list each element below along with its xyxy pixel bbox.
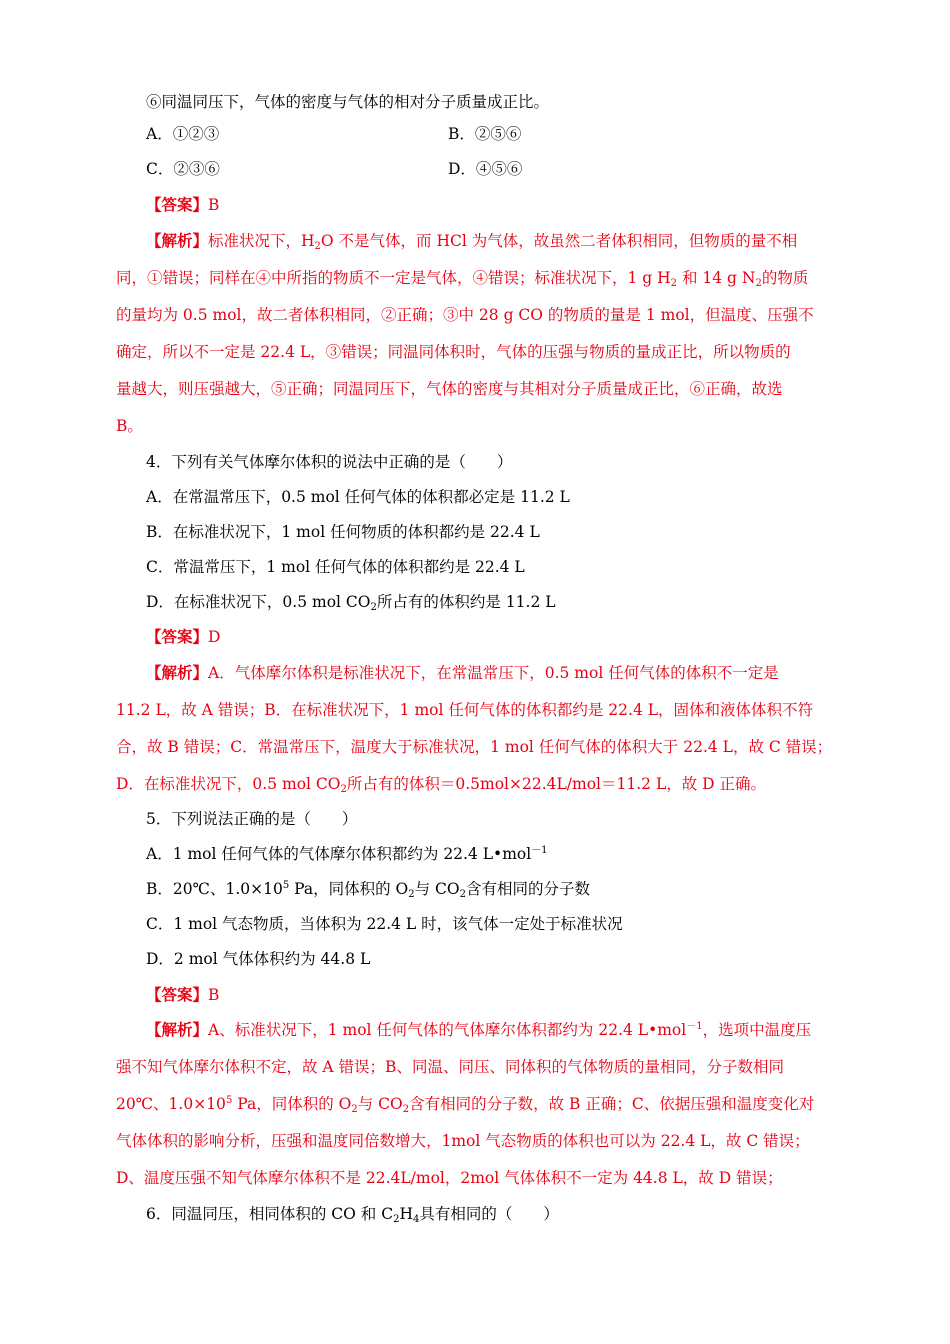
q5-analysis-line-4: 气体体积的影响分析，压强和温度同倍数增大，1mol 气态物质的体积也可以为 22.4 L，故 C 错误； bbox=[116, 1132, 810, 1150]
q3-analysis-text: 的物质 bbox=[761, 269, 809, 287]
q6-stem bbox=[146, 1203, 950, 1225]
q4-option-a: A．在常温常压下，0.5 mol 任何气体的体积都必定是 11.2 L bbox=[146, 488, 570, 506]
q4-option-d bbox=[146, 591, 950, 613]
q5-answer bbox=[146, 984, 950, 1006]
q3-analysis-text: 和 14 g N bbox=[677, 269, 756, 287]
superscript: －1 bbox=[686, 1021, 703, 1032]
q5-option-b-text: Pa，同体积的 O bbox=[289, 880, 409, 898]
q5-analysis-line-2: 强不知气体摩尔体积不定，故 A 错误；B、同温、同压、同体积的气体物质的量相同，分子数相同 bbox=[116, 1058, 784, 1076]
subscript: 2 bbox=[459, 889, 466, 900]
q4-analysis-text: D．在标准状况下，0.5 mol CO bbox=[116, 775, 341, 793]
subscript: 2 bbox=[402, 1104, 410, 1115]
q3-analysis-line-5: 量越大，则压强越大，⑤正确；同温同压下，气体的密度与其相对分子质量成正比，⑥正确，故选 bbox=[116, 380, 783, 398]
q4-analysis-line-4 bbox=[116, 773, 950, 795]
superscript: 5 bbox=[282, 880, 290, 891]
q4-answer-value: D bbox=[208, 628, 221, 646]
superscript: 5 bbox=[225, 1095, 233, 1106]
q4-option-d-text: 所占有的体积约是 11.2 L bbox=[376, 593, 556, 611]
q5-option-a bbox=[146, 843, 950, 865]
subscript: 2 bbox=[393, 1214, 400, 1225]
q6-stem-text: 6．同温同压，相同体积的 CO 和 C bbox=[146, 1205, 394, 1223]
q5-analysis-text: Pa，同体积的 O bbox=[232, 1095, 352, 1113]
q3-analysis-text: 标准状况下，H bbox=[208, 232, 315, 250]
q5-analysis-text: ，选项中温度压 bbox=[702, 1021, 812, 1039]
q3-analysis-line-6: B。 bbox=[116, 417, 143, 435]
q3-analysis-text: 同，①错误；同样在④中所指的物质不一定是气体，④错误；标准状况下，1 g H bbox=[116, 269, 671, 287]
q3-option-a: A．①②③ bbox=[146, 125, 220, 143]
q3-analysis-line-4: 确定，所以不一定是 22.4 L，③错误；同温同体积时，气体的压强与物质的量成正比，所以物质的 bbox=[116, 343, 791, 361]
q5-analysis-tag: 【解析】 bbox=[146, 1020, 209, 1039]
subscript: 2 bbox=[351, 1104, 358, 1115]
q3-answer-value: B bbox=[208, 196, 220, 214]
q3-analysis-line-2 bbox=[116, 267, 950, 289]
q5-option-d: D．2 mol 气体体积约为 44.8 L bbox=[146, 950, 371, 968]
subscript: 2 bbox=[314, 241, 321, 252]
q3-analysis-tag: 【解析】 bbox=[146, 231, 209, 250]
q5-answer-value: B bbox=[208, 986, 220, 1004]
q4-analysis-line-1 bbox=[146, 662, 950, 684]
q4-analysis-text: 所占有的体积＝0.5mol×22.4L/mol＝11.2 L，故 D 正确。 bbox=[346, 775, 767, 793]
q4-analysis-line-2: 11.2 L，故 A 错误；B．在标准状况下，1 mol 任何气体的体积都约是 22.4 L，固体和液体体积不符 bbox=[116, 701, 814, 719]
q3-option-b: B．②⑤⑥ bbox=[448, 125, 522, 143]
subscript: 2 bbox=[755, 278, 762, 289]
q3-answer-tag: 【答案】 bbox=[146, 195, 209, 214]
q4-option-b: B．在标准状况下，1 mol 任何物质的体积都约是 22.4 L bbox=[146, 523, 540, 541]
q5-option-b bbox=[146, 878, 950, 900]
q4-answer-tag: 【答案】 bbox=[146, 627, 209, 646]
q4-option-d-text: D．在标准状况下，0.5 mol CO bbox=[146, 593, 371, 611]
subscript: 2 bbox=[370, 602, 377, 613]
q4-analysis-line-3: 合，故 B 错误；C．常温常压下，温度大于标准状况，1 mol 任何气体的体积大于 22.4 L，故 C 错误； bbox=[116, 738, 833, 756]
q3-option-c: C．②③⑥ bbox=[146, 160, 220, 178]
q3-analysis-line-3: 的量均为 0.5 mol，故二者体积相同，②正确；③中 28 g CO 的物质的量是 1 mol，但温度、压强不 bbox=[116, 306, 814, 324]
subscript: 4 bbox=[412, 1214, 420, 1225]
q3-option-d: D．④⑤⑥ bbox=[448, 160, 523, 178]
q5-option-a-text: A．1 mol 任何气体的气体摩尔体积都约为 22.4 L•mol bbox=[146, 845, 532, 863]
q5-answer-tag: 【答案】 bbox=[146, 985, 209, 1004]
q5-option-b-text: 含有相同的分子数 bbox=[466, 880, 591, 898]
q5-analysis-line-1 bbox=[146, 1019, 950, 1041]
q3-analysis-line-1 bbox=[146, 230, 950, 252]
q5-analysis-text: 含有相同的分子数，故 B 正确；C、依据压强和温度变化对 bbox=[409, 1095, 815, 1113]
q3-analysis-text: O 不是气体，而 HCl 为气体，故虽然二者体积相同，但物质的量不相 bbox=[320, 232, 798, 250]
q3-answer bbox=[146, 194, 950, 216]
q6-stem-text: 具有相同的（ ） bbox=[419, 1205, 559, 1223]
q5-analysis-text: 20℃、1.0×10 bbox=[116, 1095, 226, 1113]
superscript: －1 bbox=[531, 845, 548, 856]
subscript: 2 bbox=[408, 889, 415, 900]
q6-stem-text: H bbox=[399, 1205, 413, 1223]
q5-analysis-line-3 bbox=[116, 1093, 950, 1115]
q5-analysis-text: 与 CO bbox=[357, 1095, 403, 1113]
q4-stem: 4．下列有关气体摩尔体积的说法中正确的是（ ） bbox=[146, 453, 513, 471]
q4-analysis-text: A．气体摩尔体积是标准状况下，在常温常压下，0.5 mol 任何气体的体积不一定是 bbox=[208, 664, 779, 682]
q4-analysis-tag: 【解析】 bbox=[146, 663, 209, 682]
q5-analysis-text: A、标准状况下，1 mol 任何气体的气体摩尔体积都约为 22.4 L•mol bbox=[208, 1021, 687, 1039]
q5-analysis-line-5: D、温度压强不知气体摩尔体积不是 22.4L/mol，2mol 气体体积不一定为 44.8 L，故 D 错误； bbox=[116, 1169, 783, 1187]
q5-option-b-text: 与 CO bbox=[414, 880, 460, 898]
q3-options-row-1 bbox=[146, 123, 950, 145]
q5-option-b-text: B．20℃、1.0×10 bbox=[146, 880, 283, 898]
subscript: 2 bbox=[670, 278, 678, 289]
q5-option-c: C．1 mol 气态物质，当体积为 22.4 L 时，该气体一定处于标准状况 bbox=[146, 915, 623, 933]
subscript: 2 bbox=[340, 784, 347, 795]
q4-answer bbox=[146, 626, 950, 648]
q5-stem: 5．下列说法正确的是（ ） bbox=[146, 810, 358, 828]
q4-option-c: C．常温常压下，1 mol 任何气体的体积都约是 22.4 L bbox=[146, 558, 525, 576]
q3-statement-6: ⑥同温同压下，气体的密度与气体的相对分子质量成正比。 bbox=[146, 93, 550, 111]
q3-options-row-2 bbox=[146, 158, 950, 180]
